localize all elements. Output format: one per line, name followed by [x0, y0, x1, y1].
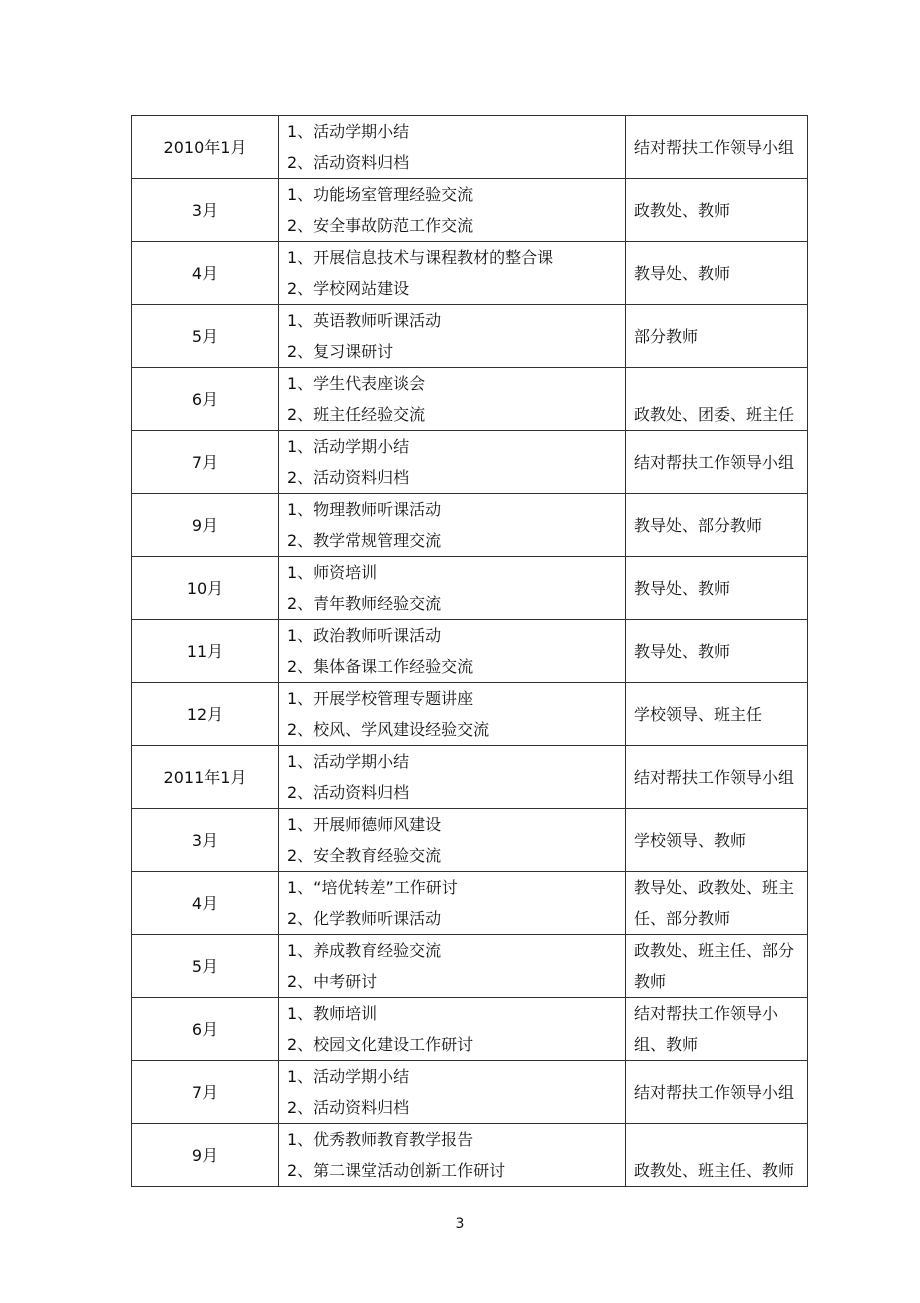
activity-item: 1、英语教师听课活动 [287, 311, 442, 330]
activity-item: 2、校风、学风建设经验交流 [287, 720, 490, 739]
date-cell: 6月 [132, 998, 279, 1061]
date-cell: 9月 [132, 1124, 279, 1187]
date-cell: 3月 [132, 809, 279, 872]
participant-cell: 政教处、班主任、教师 [626, 1124, 808, 1187]
activity-item: 2、安全教育经验交流 [287, 846, 442, 865]
activity-item: 2、活动资料归档 [287, 468, 410, 487]
activity-item: 2、校园文化建设工作研讨 [287, 1035, 474, 1054]
activity-cell [279, 116, 626, 179]
activity-item: 1、活动学期小结 [287, 1067, 410, 1086]
activity-cell [279, 242, 626, 305]
activity-item: 2、青年教师经验交流 [287, 594, 442, 613]
activity-cell [279, 809, 626, 872]
participant-cell: 教导处、教师 [626, 620, 808, 683]
date-cell: 4月 [132, 242, 279, 305]
table-row [132, 557, 808, 620]
activity-item: 1、师资培训 [287, 563, 378, 582]
date-cell: 4月 [132, 872, 279, 935]
activity-cell [279, 1061, 626, 1124]
activity-item: 1、“培优转差”工作研讨 [287, 878, 458, 897]
table-row [132, 683, 808, 746]
table-row [132, 242, 808, 305]
activity-cell [279, 557, 626, 620]
participant-cell: 教导处、政教处、班主任、部分教师 [626, 872, 808, 935]
activity-cell [279, 872, 626, 935]
date-cell: 10月 [132, 557, 279, 620]
activity-cell [279, 368, 626, 431]
activity-item: 1、开展学校管理专题讲座 [287, 689, 474, 708]
table-row [132, 746, 808, 809]
schedule-body [132, 116, 808, 1187]
participant-cell: 教导处、部分教师 [626, 494, 808, 557]
table-row [132, 305, 808, 368]
table-row [132, 431, 808, 494]
activity-item: 1、养成教育经验交流 [287, 941, 442, 960]
participant-cell: 学校领导、班主任 [626, 683, 808, 746]
activity-cell [279, 494, 626, 557]
participant-cell: 结对帮扶工作领导小组 [626, 431, 808, 494]
activity-schedule-table [131, 115, 808, 1187]
activity-item: 2、第二课堂活动创新工作研讨 [287, 1161, 506, 1180]
table-row [132, 809, 808, 872]
activity-item: 2、班主任经验交流 [287, 405, 426, 424]
activity-item: 2、化学教师听课活动 [287, 909, 442, 928]
participant-cell: 结对帮扶工作领导小组 [626, 746, 808, 809]
table-row [132, 179, 808, 242]
activity-item: 2、复习课研讨 [287, 342, 394, 361]
activity-item: 1、活动学期小结 [287, 437, 410, 456]
table-row [132, 1124, 808, 1187]
activity-item: 2、学校网站建设 [287, 279, 410, 298]
activity-item: 1、学生代表座谈会 [287, 374, 426, 393]
date-cell: 11月 [132, 620, 279, 683]
activity-item: 1、活动学期小结 [287, 752, 410, 771]
participant-cell: 政教处、教师 [626, 179, 808, 242]
date-cell: 5月 [132, 305, 279, 368]
activity-item: 2、中考研讨 [287, 972, 378, 991]
activity-item: 1、活动学期小结 [287, 122, 410, 141]
participant-cell: 结对帮扶工作领导小组 [626, 1061, 808, 1124]
activity-item: 1、优秀教师教育教学报告 [287, 1130, 474, 1149]
participant-cell: 部分教师 [626, 305, 808, 368]
activity-item: 1、政治教师听课活动 [287, 626, 442, 645]
table-row [132, 1061, 808, 1124]
date-cell: 3月 [132, 179, 279, 242]
activity-cell [279, 620, 626, 683]
activity-item: 1、功能场室管理经验交流 [287, 185, 474, 204]
date-cell: 2010年1月 [132, 116, 279, 179]
activity-cell [279, 305, 626, 368]
date-cell: 9月 [132, 494, 279, 557]
activity-item: 2、安全事故防范工作交流 [287, 216, 474, 235]
date-cell: 7月 [132, 1061, 279, 1124]
activity-cell [279, 998, 626, 1061]
date-cell: 7月 [132, 431, 279, 494]
table-row [132, 368, 808, 431]
activity-item: 2、活动资料归档 [287, 153, 410, 172]
table-row [132, 998, 808, 1061]
participant-cell: 结对帮扶工作领导小组 [626, 116, 808, 179]
activity-cell [279, 431, 626, 494]
participant-cell: 政教处、团委、班主任 [626, 368, 808, 431]
table-row [132, 935, 808, 998]
activity-item: 1、开展师德师风建设 [287, 815, 442, 834]
activity-cell [279, 935, 626, 998]
date-cell: 12月 [132, 683, 279, 746]
table-row [132, 872, 808, 935]
participant-cell: 教导处、教师 [626, 557, 808, 620]
activity-cell [279, 683, 626, 746]
participant-cell: 学校领导、教师 [626, 809, 808, 872]
participant-cell: 结对帮扶工作领导小组、教师 [626, 998, 808, 1061]
date-cell: 6月 [132, 368, 279, 431]
activity-item: 2、活动资料归档 [287, 783, 410, 802]
activity-cell [279, 179, 626, 242]
page-number: 3 [455, 1216, 465, 1232]
table-row [132, 494, 808, 557]
participant-cell: 教导处、教师 [626, 242, 808, 305]
participant-cell: 政教处、班主任、部分教师 [626, 935, 808, 998]
table-row [132, 620, 808, 683]
activity-item: 2、活动资料归档 [287, 1098, 410, 1117]
activity-item: 1、教师培训 [287, 1004, 378, 1023]
date-cell: 5月 [132, 935, 279, 998]
table-row [132, 116, 808, 179]
activity-item: 1、物理教师听课活动 [287, 500, 442, 519]
activity-cell [279, 746, 626, 809]
activity-item: 2、集体备课工作经验交流 [287, 657, 474, 676]
activity-item: 1、开展信息技术与课程教材的整合课 [287, 248, 554, 267]
activity-item: 2、教学常规管理交流 [287, 531, 442, 550]
date-cell: 2011年1月 [132, 746, 279, 809]
activity-cell [279, 1124, 626, 1187]
